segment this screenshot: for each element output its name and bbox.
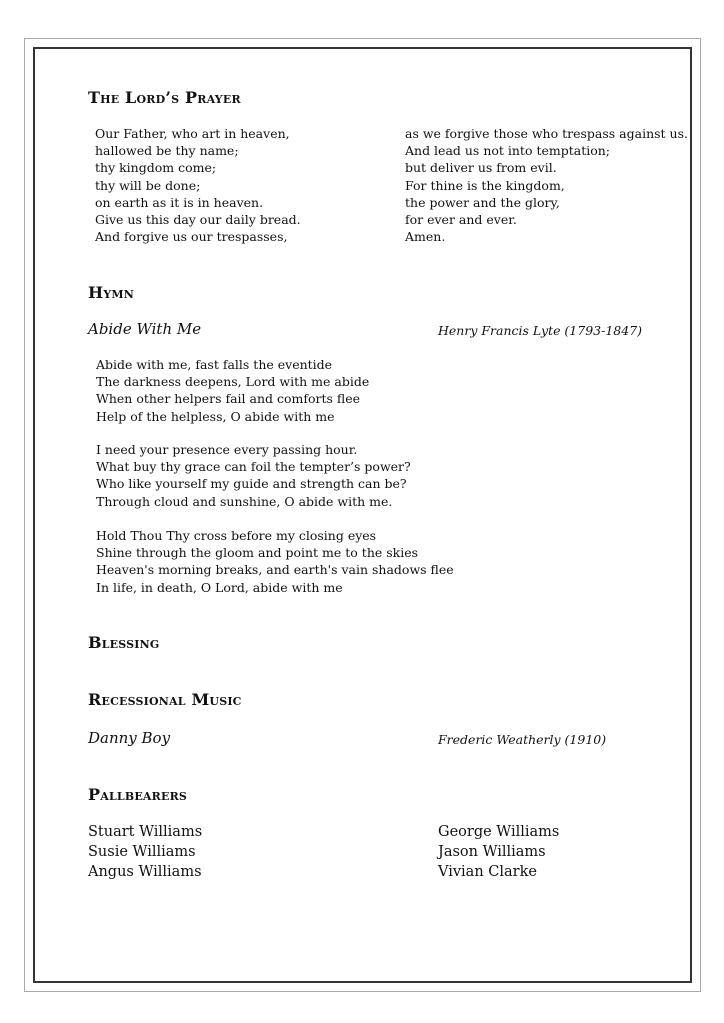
- prayer-line: Amen.: [405, 229, 446, 245]
- recessional-title: Danny Boy: [88, 729, 171, 747]
- hymn-line: I need your presence every passing hour.: [96, 442, 358, 457]
- pallbearer-name: Jason Williams: [438, 844, 546, 860]
- hymn-verse-3: [96, 527, 454, 596]
- blessing-heading: Blessing: [88, 633, 160, 652]
- recessional-heading: Recessional Music: [88, 690, 242, 709]
- recessional-author: Frederic Weatherly (1910): [438, 732, 607, 747]
- hymn-line: Shine through the gloom and point me to the skies: [96, 545, 419, 561]
- pallbearer-name: Stuart Williams: [88, 824, 203, 840]
- lords-prayer-heading: The Lord’s Prayer: [88, 88, 241, 107]
- hymn-verse-2: [96, 441, 411, 510]
- hymn-line: Help of the helpless, O abide with me: [96, 408, 335, 424]
- hymn-heading: Hymn: [88, 283, 135, 302]
- prayer-line: Give us this day our daily bread.: [95, 212, 301, 228]
- hymn-line: What buy thy grace can foil the tempter’s power?: [96, 459, 411, 475]
- lords-prayer-right-column: [405, 125, 688, 245]
- prayer-line: as we forgive those who trespass against us.: [405, 126, 688, 141]
- hymn-author: Henry Francis Lyte (1793-1847): [438, 323, 643, 338]
- hymn-title: Abide With Me: [88, 320, 202, 338]
- pallbearer-name: Angus Williams: [88, 864, 202, 880]
- prayer-line: For thine is the kingdom,: [405, 177, 565, 193]
- prayer-line: thy kingdom come;: [95, 160, 217, 176]
- prayer-line: And lead us not into temptation;: [405, 143, 611, 159]
- prayer-line: on earth as it is in heaven.: [95, 194, 264, 210]
- prayer-line: hallowed be thy name;: [95, 143, 239, 159]
- prayer-line: the power and the glory,: [405, 194, 560, 210]
- pallbearer-name: Vivian Clarke: [438, 864, 537, 880]
- hymn-verse-1: [96, 356, 369, 425]
- pallbearers-heading: Pallbearers: [88, 785, 188, 804]
- hymn-line: Through cloud and sunshine, O abide with me.: [96, 493, 393, 509]
- hymn-line: When other helpers fail and comforts flee: [96, 391, 361, 407]
- prayer-line: thy will be done;: [95, 177, 201, 193]
- lords-prayer-left-column: [95, 125, 301, 245]
- pallbearer-name: Susie Williams: [88, 844, 196, 860]
- hymn-line: Hold Thou Thy cross before my closing eyes: [96, 528, 377, 543]
- prayer-line: And forgive us our trespasses,: [95, 229, 288, 245]
- hymn-line: Abide with me, fast falls the eventide: [96, 357, 333, 372]
- prayer-line: for ever and ever.: [405, 212, 517, 228]
- hymn-line: Who like yourself my guide and strength can be?: [96, 476, 407, 492]
- hymn-line: The darkness deepens, Lord with me abide: [96, 374, 370, 390]
- prayer-line: Our Father, who art in heaven,: [95, 126, 290, 141]
- hymn-line: Heaven's morning breaks, and earth's vain shadows flee: [96, 562, 454, 578]
- prayer-line: but deliver us from evil.: [405, 160, 557, 176]
- pallbearer-name: George Williams: [438, 824, 560, 840]
- hymn-line: In life, in death, O Lord, abide with me: [96, 579, 343, 595]
- pallbearers-right-column: [438, 822, 559, 882]
- pallbearers-left-column: [88, 822, 202, 882]
